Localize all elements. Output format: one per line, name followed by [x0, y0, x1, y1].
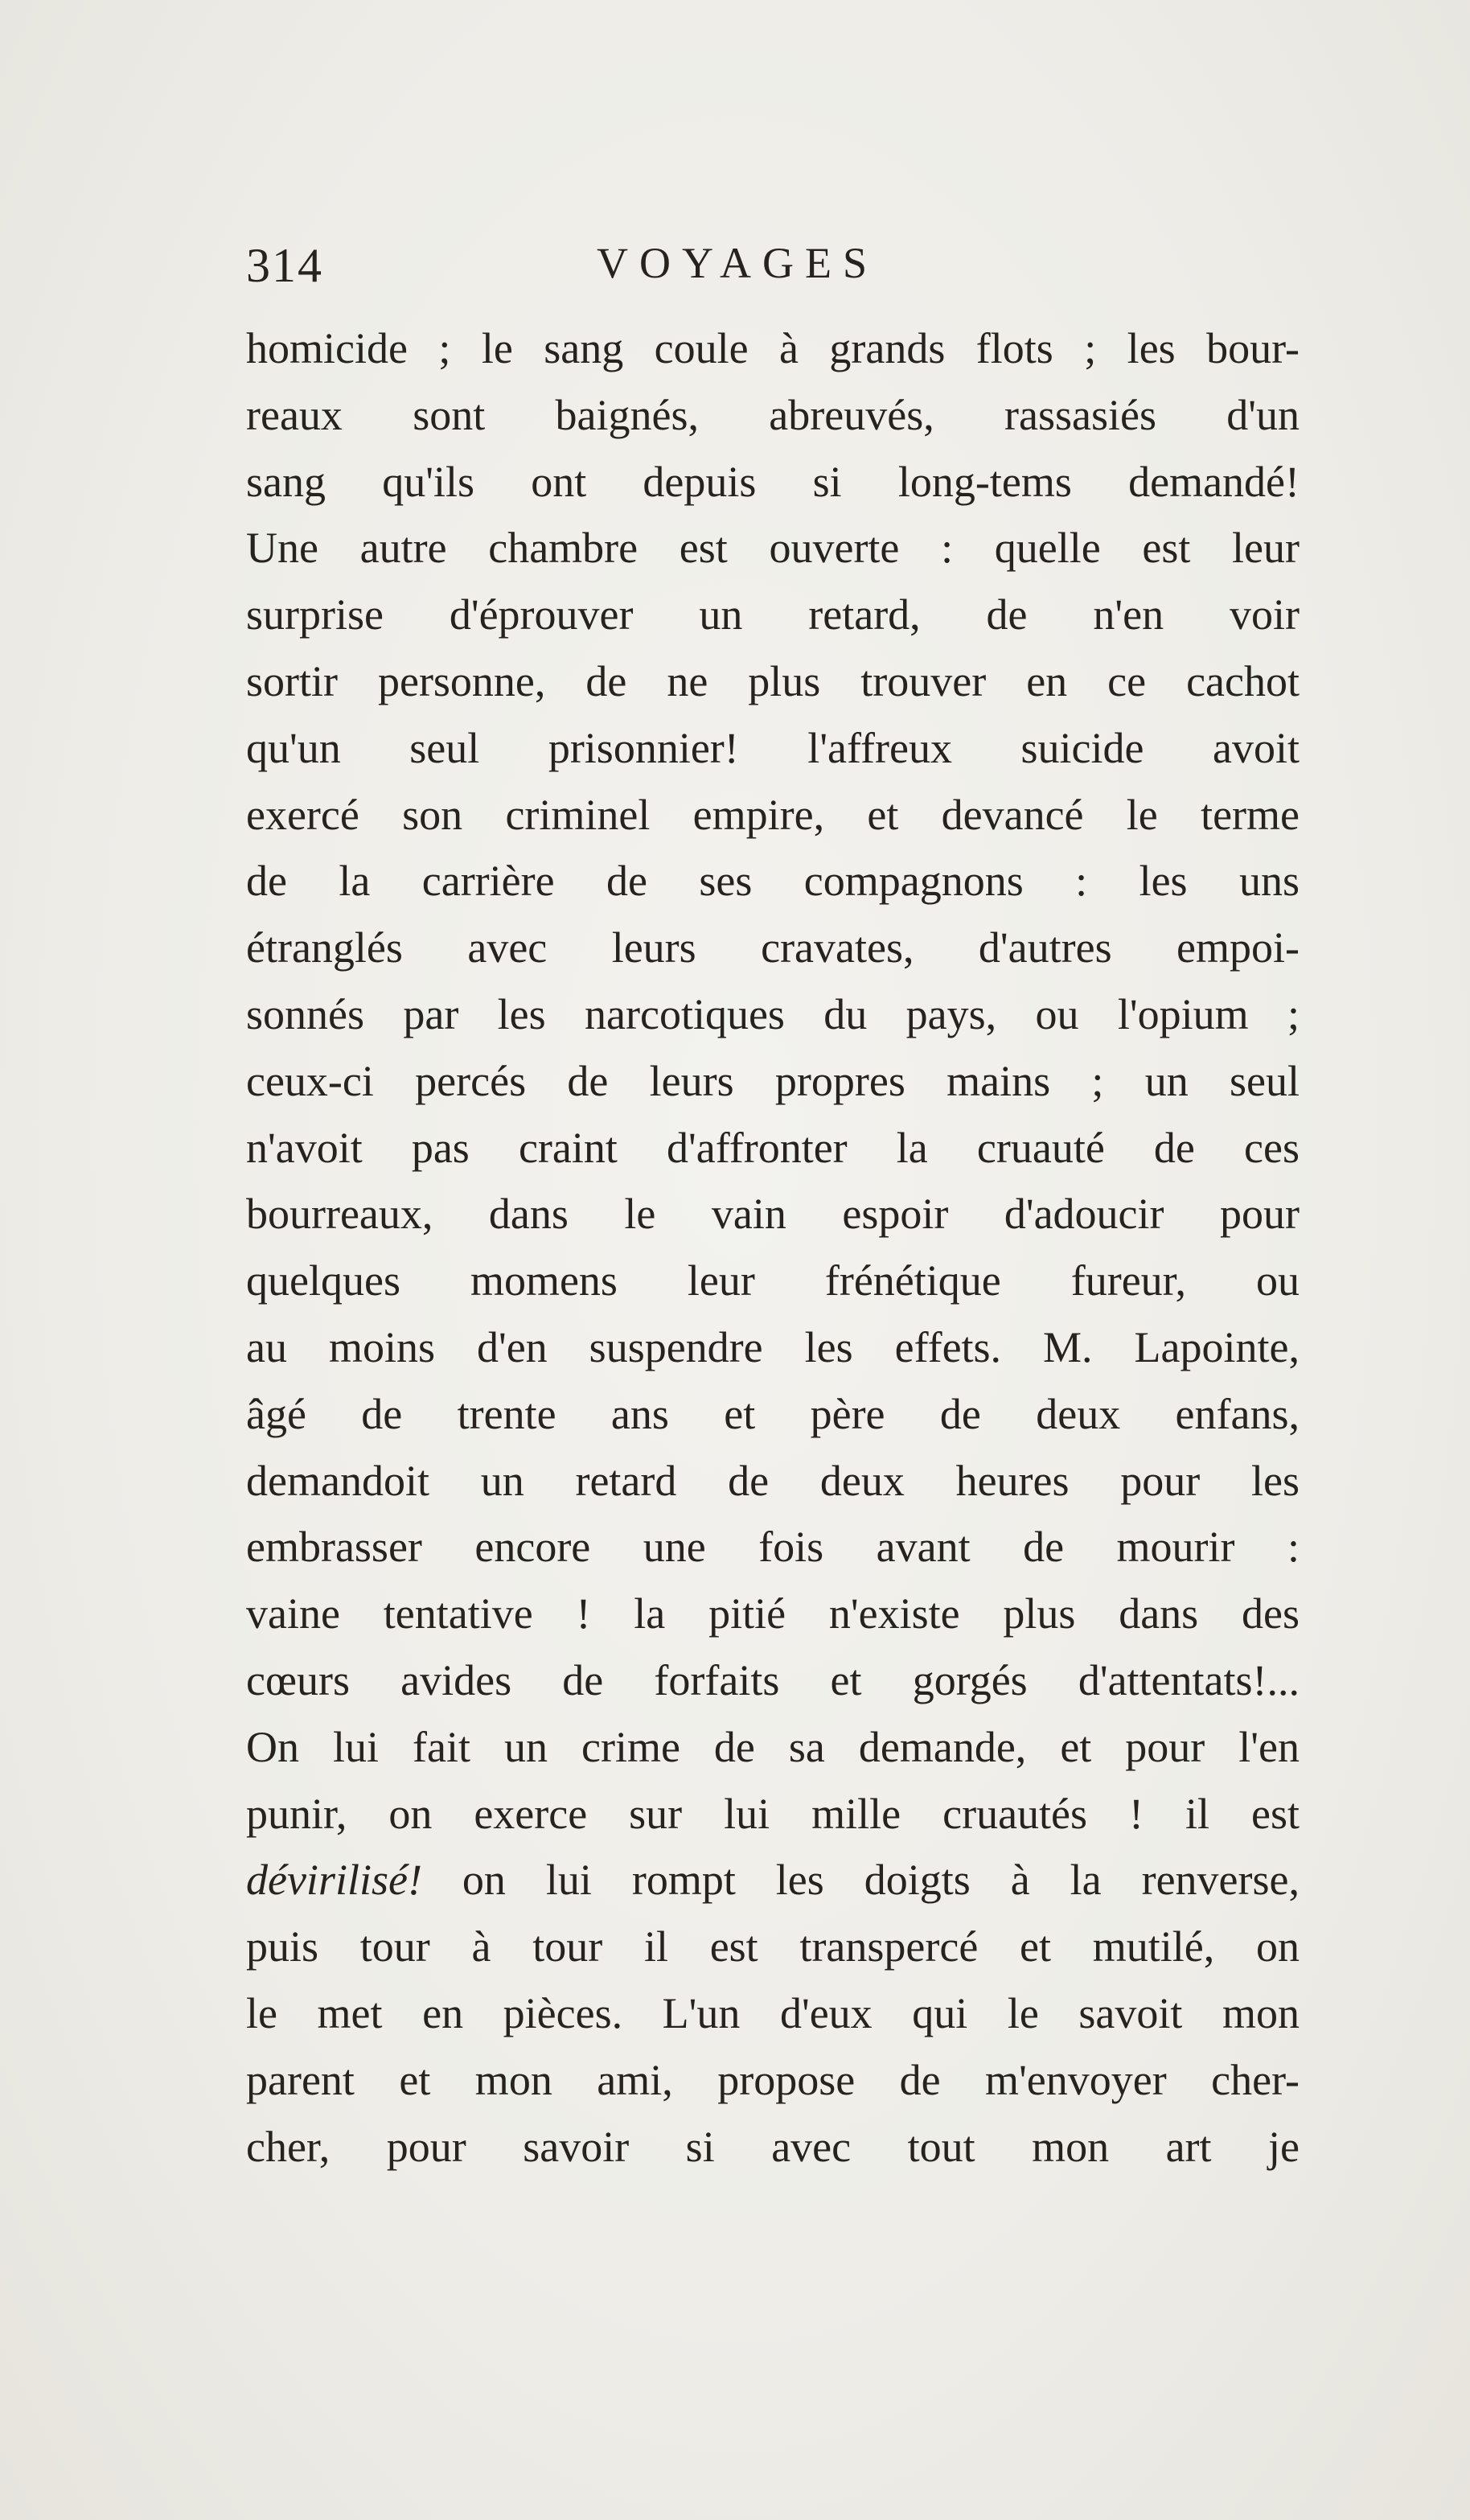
text-line: étranglés avec leurs cravates, d'autres empoi-	[246, 923, 1300, 972]
text-line: embrasser encore une fois avant de mourir :	[246, 1523, 1300, 1572]
text-line: qu'un seul prisonnier! l'affreux suicide avoit	[246, 723, 1300, 772]
text-line: reaux sont baignés, abreuvés, rassasiés d'un	[246, 390, 1300, 439]
text-line: Une autre chambre est ouverte : quelle est leur	[246, 524, 1300, 573]
text-line: vaine tentative ! la pitié n'existe plus dans des	[246, 1589, 1300, 1638]
text-line: puis tour à tour il est transpercé et mutilé, on	[246, 1922, 1300, 1971]
text-line: de la carrière de ses compagnons : les uns	[246, 857, 1300, 906]
text-line: homicide ; le sang coule à grands flots ; les bour-	[246, 324, 1300, 372]
text-line-remainder: on lui rompt les doigts à la renverse,	[421, 1856, 1300, 1905]
text-line: exercé son criminel empire, et devancé le terme	[246, 790, 1300, 839]
text-line: parent et mon ami, propose de m'envoyer cher-	[246, 2055, 1300, 2104]
text-line: cher, pour savoir si avec tout mon art je	[246, 2122, 1300, 2171]
text-line: sonnés par les narcotiques du pays, ou l'opium ;	[246, 989, 1300, 1038]
page-header	[246, 238, 1300, 302]
italic-word: dévirilisé!	[246, 1856, 422, 1905]
text-line: âgé de trente ans et père de deux enfans,	[246, 1389, 1300, 1438]
text-line: n'avoit pas craint d'affronter la cruauté de ces	[246, 1123, 1300, 1172]
text-line: punir, on exerce sur lui mille cruautés ! il est	[246, 1789, 1300, 1838]
text-line: ceux-ci percés de leurs propres mains ; un seul	[246, 1056, 1300, 1105]
text-line: sortir personne, de ne plus trouver en ce cachot	[246, 656, 1300, 705]
body-text	[246, 315, 1300, 2180]
text-line: cœurs avides de forfaits et gorgés d'attentats!...	[246, 1655, 1300, 1704]
running-head: VOYAGES	[597, 239, 879, 287]
text-line: bourreaux, dans le vain espoir d'adoucir pour	[246, 1190, 1300, 1239]
text-line: quelques momens leur frénétique fureur, ou	[246, 1256, 1300, 1305]
text-line: le met en pièces. L'un d'eux qui le savoit mon	[246, 1988, 1300, 2037]
text-line: sang qu'ils ont depuis si long-tems demandé!	[246, 457, 1300, 506]
text-line: au moins d'en suspendre les effets. M. Lapointe,	[246, 1322, 1300, 1371]
page-number: 314	[246, 239, 323, 292]
text-line: surprise d'éprouver un retard, de n'en voir	[246, 590, 1300, 639]
text-line: demandoit un retard de deux heures pour les	[246, 1456, 1300, 1505]
text-line: On lui fait un crime de sa demande, et pour l'en	[246, 1722, 1300, 1771]
text-line	[246, 1847, 1300, 1914]
